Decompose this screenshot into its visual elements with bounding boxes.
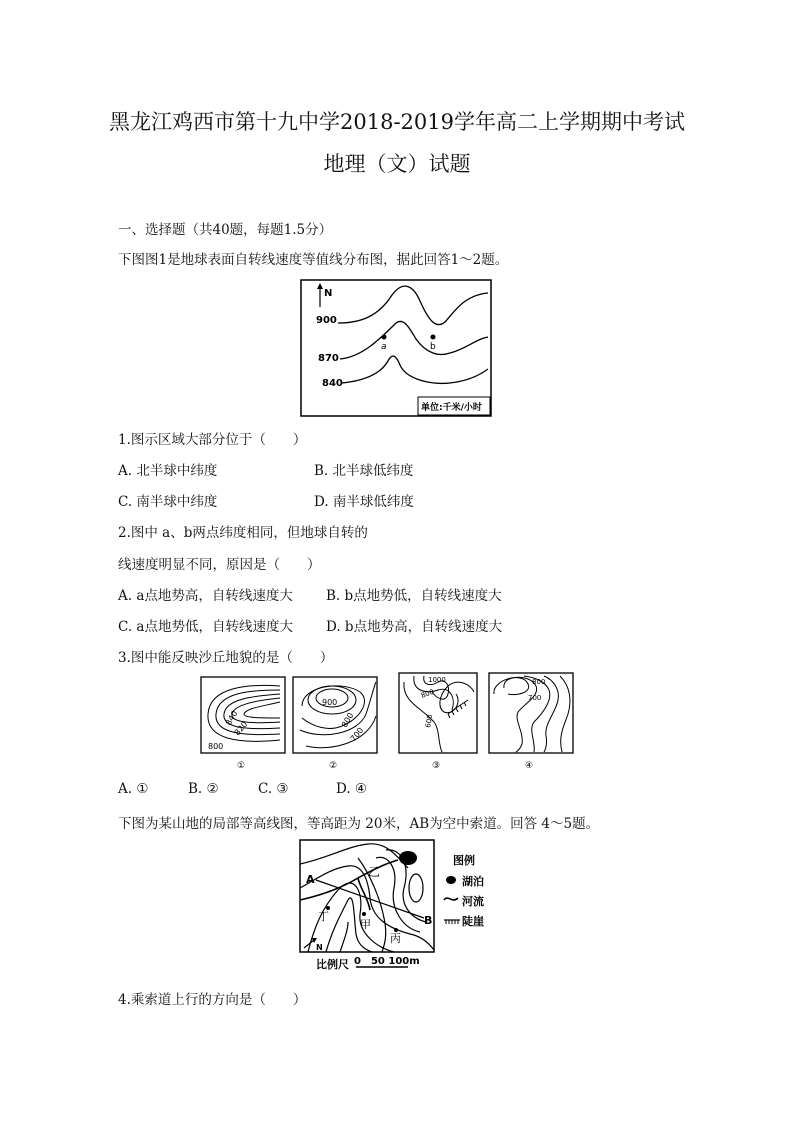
contour-panel-3	[398, 672, 478, 772]
svg-text:比例尺: 比例尺	[316, 958, 349, 971]
intro-text-1: 下图图1是地球表面自转线速度等值线分布图，据此回答1～2题。	[118, 252, 509, 268]
q3-option-d: D. ④	[336, 781, 368, 797]
section-heading: 一、选择题（共40题，每题1.5分）	[118, 222, 333, 238]
q2-option-a: A. a点地势高，自转线速度大	[118, 588, 293, 604]
svg-text:870: 870	[318, 353, 339, 364]
svg-text:陡崖: 陡崖	[462, 915, 484, 928]
svg-text:800: 800	[339, 711, 356, 729]
svg-text:820: 820	[232, 719, 250, 738]
svg-text:600: 600	[424, 713, 435, 729]
question-4-stem: 4.乘索道上行的方向是（ ）	[118, 992, 307, 1008]
svg-text:840: 840	[223, 709, 240, 727]
intro-text-2: 下图为某山地的局部等高线图，等高距为 20米，AB为空中索道。回答 4～5题。	[118, 816, 600, 832]
svg-text:b: b	[430, 342, 436, 352]
q1-option-b: B. 北半球低纬度	[314, 463, 414, 479]
svg-text:B: B	[424, 914, 433, 927]
svg-text:800: 800	[419, 687, 436, 700]
contour-panel-2	[292, 676, 378, 772]
q2-option-c: C. a点地势低，自转线速度大	[118, 619, 293, 635]
svg-text:②: ②	[329, 761, 338, 771]
svg-text:N: N	[316, 943, 323, 952]
svg-text:湖泊: 湖泊	[462, 875, 484, 888]
svg-text:A: A	[306, 873, 315, 886]
svg-text:河流: 河流	[462, 895, 484, 908]
svg-text:③: ③	[432, 761, 441, 771]
contour-panel-4	[488, 672, 574, 772]
svg-text:800: 800	[208, 742, 224, 751]
q2-option-b: B. b点地势低，自转线速度大	[326, 588, 502, 604]
svg-text:0 50 100m: 0 50 100m	[354, 956, 420, 967]
figure-mountain-contour-map	[298, 838, 498, 974]
page-title: 黑龙江鸡西市第十九中学2018-2019学年高二上学期期中考试	[109, 110, 685, 134]
point-b-marker	[431, 335, 436, 340]
svg-text:图例: 图例	[453, 854, 475, 867]
question-1-stem: 1.图示区域大部分位于（ ）	[118, 432, 307, 448]
question-2-stem-line2: 线速度明显不同，原因是（ ）	[118, 557, 321, 573]
question-2-stem-line1: 2.图中 a、b两点纬度相同，但地球自转的	[118, 525, 368, 541]
svg-text:1000: 1000	[428, 676, 446, 684]
point-a-marker	[382, 335, 387, 340]
q2-option-d: D. b点地势高，自转线速度大	[326, 619, 503, 635]
svg-text:N: N	[324, 288, 333, 299]
svg-text:④: ④	[525, 761, 534, 771]
lake-marker	[399, 851, 417, 865]
svg-text:700: 700	[528, 694, 542, 702]
q3-option-c: C. ③	[258, 781, 289, 797]
svg-text:900: 900	[316, 315, 337, 326]
svg-text:a: a	[381, 342, 387, 352]
svg-text:乙: 乙	[368, 865, 381, 879]
question-3-stem: 3.图中能反映沙丘地貌的是（ ）	[118, 650, 334, 666]
svg-text:甲: 甲	[360, 918, 371, 931]
svg-text:840: 840	[322, 378, 343, 389]
svg-text:700: 700	[348, 725, 366, 744]
svg-text:丁: 丁	[318, 910, 329, 923]
q1-option-d: D. 南半球低纬度	[314, 494, 414, 510]
q3-option-b: B. ②	[188, 781, 219, 797]
svg-text:①: ①	[237, 761, 246, 771]
q3-option-a: A. ①	[118, 781, 149, 797]
svg-text:丙: 丙	[390, 932, 401, 945]
contour-panel-1	[200, 676, 286, 772]
page-subtitle: 地理（文）试题	[323, 152, 471, 176]
figure-rotation-velocity-isolines	[300, 279, 492, 417]
q1-option-c: C. 南半球中纬度	[118, 494, 218, 510]
svg-text:900: 900	[322, 698, 338, 707]
q1-option-a: A. 北半球中纬度	[118, 463, 218, 479]
svg-text:单位:千米/小时: 单位:千米/小时	[421, 403, 482, 413]
svg-text:800: 800	[532, 678, 546, 686]
